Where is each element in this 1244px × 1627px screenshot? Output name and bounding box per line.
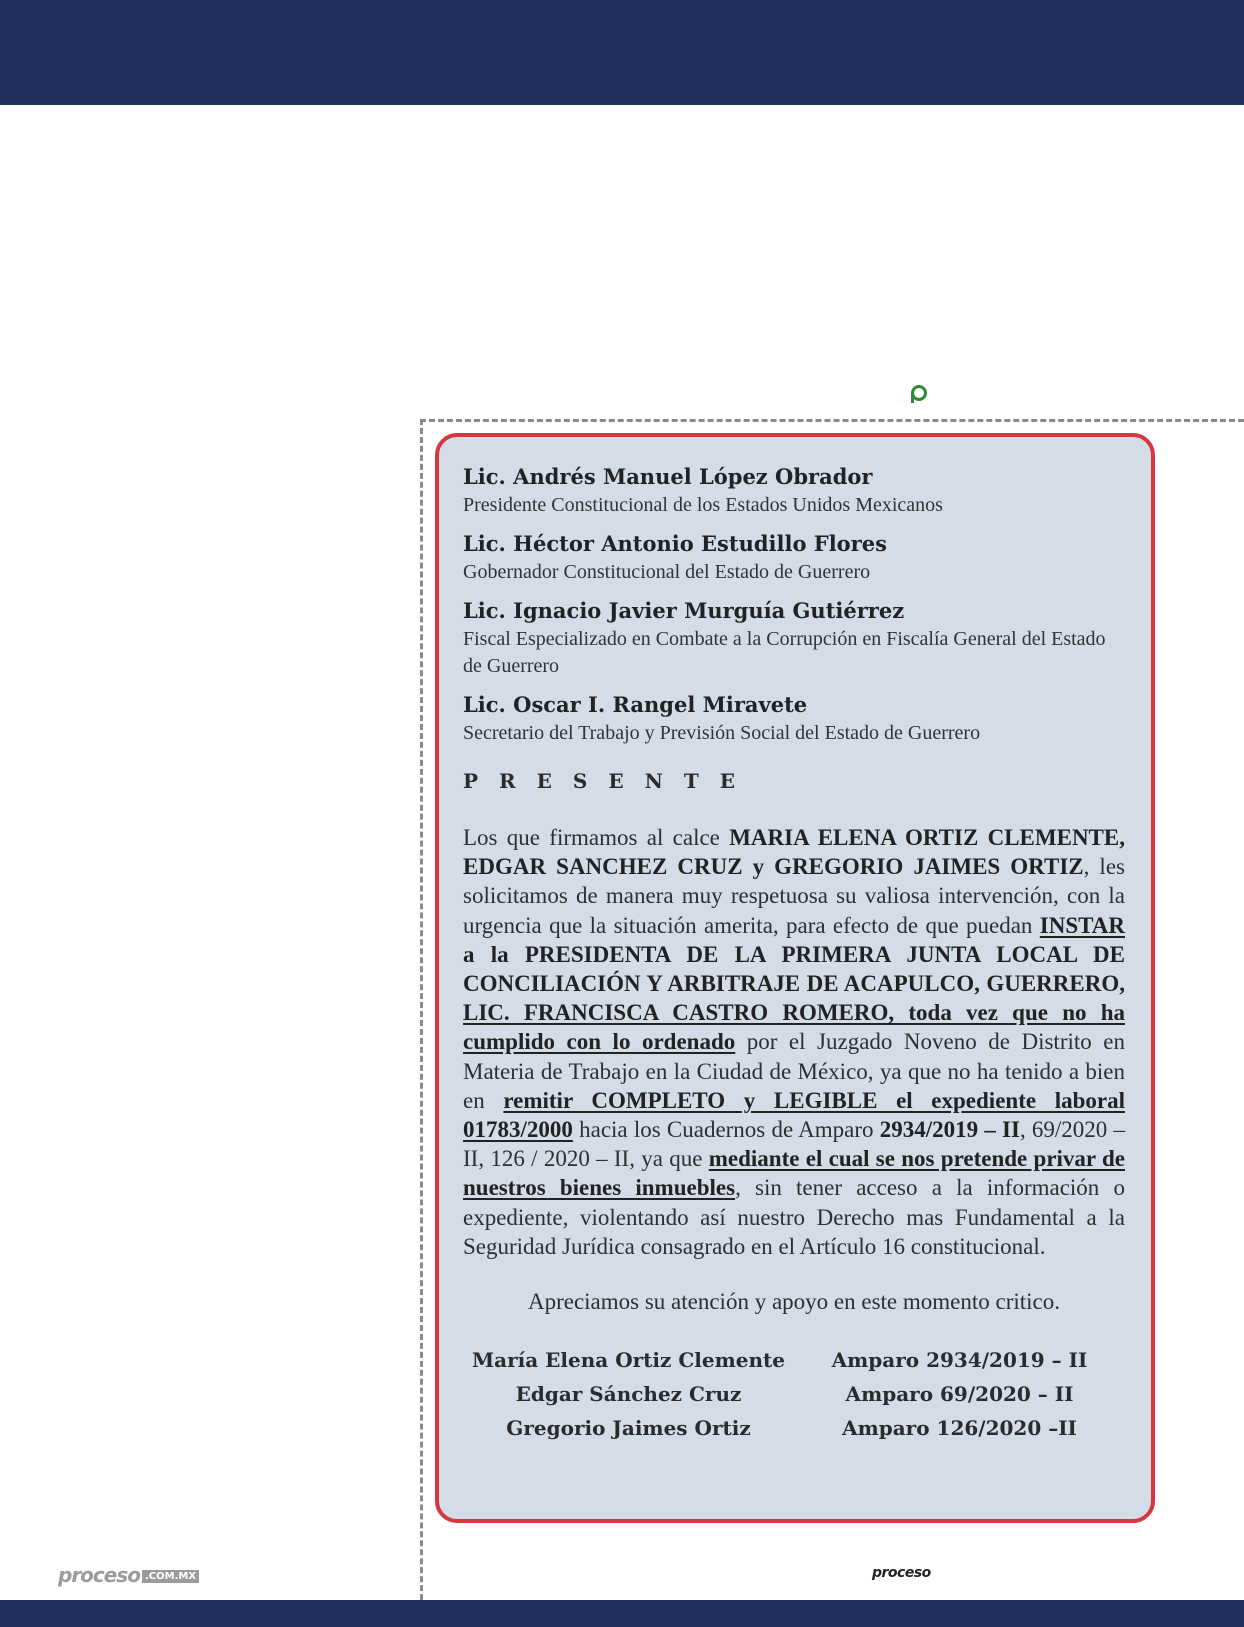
amparo-numbers-column [794, 1343, 1125, 1445]
closing-thanks: Apreciamos su atención y apoyo en este momento critico. [527, 1289, 1061, 1315]
addressee-title: Presidente Constitucional de los Estados Unidos Mexicanos [463, 494, 943, 516]
body-text-bold: 2934/2019 – II [879, 1117, 1020, 1143]
body-text: por el Juzgado Noveno de Distrito en Materia de Trabajo en la Ciudad de México, ya que no ha tenido a bien en [463, 1029, 1125, 1113]
salutation: PRESENTE [463, 769, 756, 793]
addressee-block [463, 596, 1125, 680]
footer-brand-logo-left [58, 1563, 199, 1587]
brand-wordmark: proceso [58, 1563, 140, 1587]
body-text-bold-underline: remitir COMPLETO y LEGIBLE el expediente laboral 01783/2000 [463, 1087, 1125, 1143]
addressee-title: Gobernador Constitucional del Estado de Guerrero [463, 561, 871, 583]
amparo-number: Amparo 69/2020 – II [845, 1382, 1074, 1407]
body-text: , 69/2020 – II, 126 / 2020 – II, ya que [463, 1117, 1126, 1172]
paid-insert-content [463, 462, 1125, 1445]
addressee-name: Lic. Héctor Antonio Estudillo Flores [463, 531, 887, 556]
body-text-bold: a la PRESIDENTA DE LA PRIMERA JUNTA LOCAL DE CONCILIACIÓN Y ARBITRAJE DE ACAPULCO, GUERRERO, [463, 941, 1125, 997]
amparo-number: Amparo 2934/2019 – II [831, 1348, 1088, 1373]
body-text-bold-underline: INSTAR [1039, 912, 1125, 938]
ad-cut-line-top [420, 419, 1244, 422]
signatory-name: María Elena Ortiz Clemente [472, 1348, 785, 1373]
signatures-block [463, 1343, 1125, 1445]
addressee-block [463, 690, 1125, 747]
bottom-color-band [0, 1600, 1244, 1627]
addressee-title: Secretario del Trabajo y Previsión Social del Estado de Guerrero [463, 722, 981, 744]
body-paragraph [463, 823, 1125, 1261]
addressee-block [463, 529, 1125, 586]
top-color-band [0, 0, 1244, 105]
proceso-p-logo-icon [911, 385, 927, 401]
signatory-name: Edgar Sánchez Cruz [515, 1382, 742, 1407]
addressee-block [463, 462, 1125, 519]
body-text-bold: MARIA ELENA ORTIZ CLEMENTE, EDGAR SANCHEZ CRUZ y GREGORIO JAIMES ORTIZ [463, 825, 1125, 880]
body-text: hacia los Cuadernos de Amparo [572, 1117, 880, 1143]
addressee-name: Lic. Oscar I. Rangel Miravete [463, 692, 808, 717]
footer-brand-logo-center: proceso [872, 1565, 931, 1581]
signatory-names-column [463, 1343, 794, 1445]
body-text: Los que firmamos al calce [463, 825, 730, 850]
body-text-bold-underline: mediante el cual se nos pretende privar de nuestros bienes inmuebles [463, 1146, 1125, 1201]
signatory-name: Gregorio Jaimes Ortiz [506, 1416, 751, 1441]
addressee-title: Fiscal Especializado en Combate a la Corrupción en Fiscalía General del Estado de Guerrero [463, 628, 1106, 677]
body-text-bold-underline: LIC. FRANCISCA CASTRO ROMERO, toda vez que no ha cumplido con lo ordenado [463, 1000, 1125, 1055]
ad-cut-line-left [420, 419, 423, 1627]
addressee-name: Lic. Ignacio Javier Murguía Gutiérrez [463, 598, 905, 623]
addressee-name: Lic. Andrés Manuel López Obrador [463, 464, 873, 489]
amparo-number: Amparo 126/2020 –II [842, 1416, 1077, 1441]
body-text: , sin tener acceso a la información o expediente, violentando así nuestro Derecho mas Fundamental a la Seguridad Jurídica consagrado en el Artículo 16 constitucional. [463, 1175, 1125, 1259]
brand-domain-tag: .COM.MX [142, 1570, 199, 1583]
body-text: , les solicitamos de manera muy respetuosa su valiosa intervención, con la urgencia que la situación amerita, para efecto de que puedan [463, 854, 1125, 938]
